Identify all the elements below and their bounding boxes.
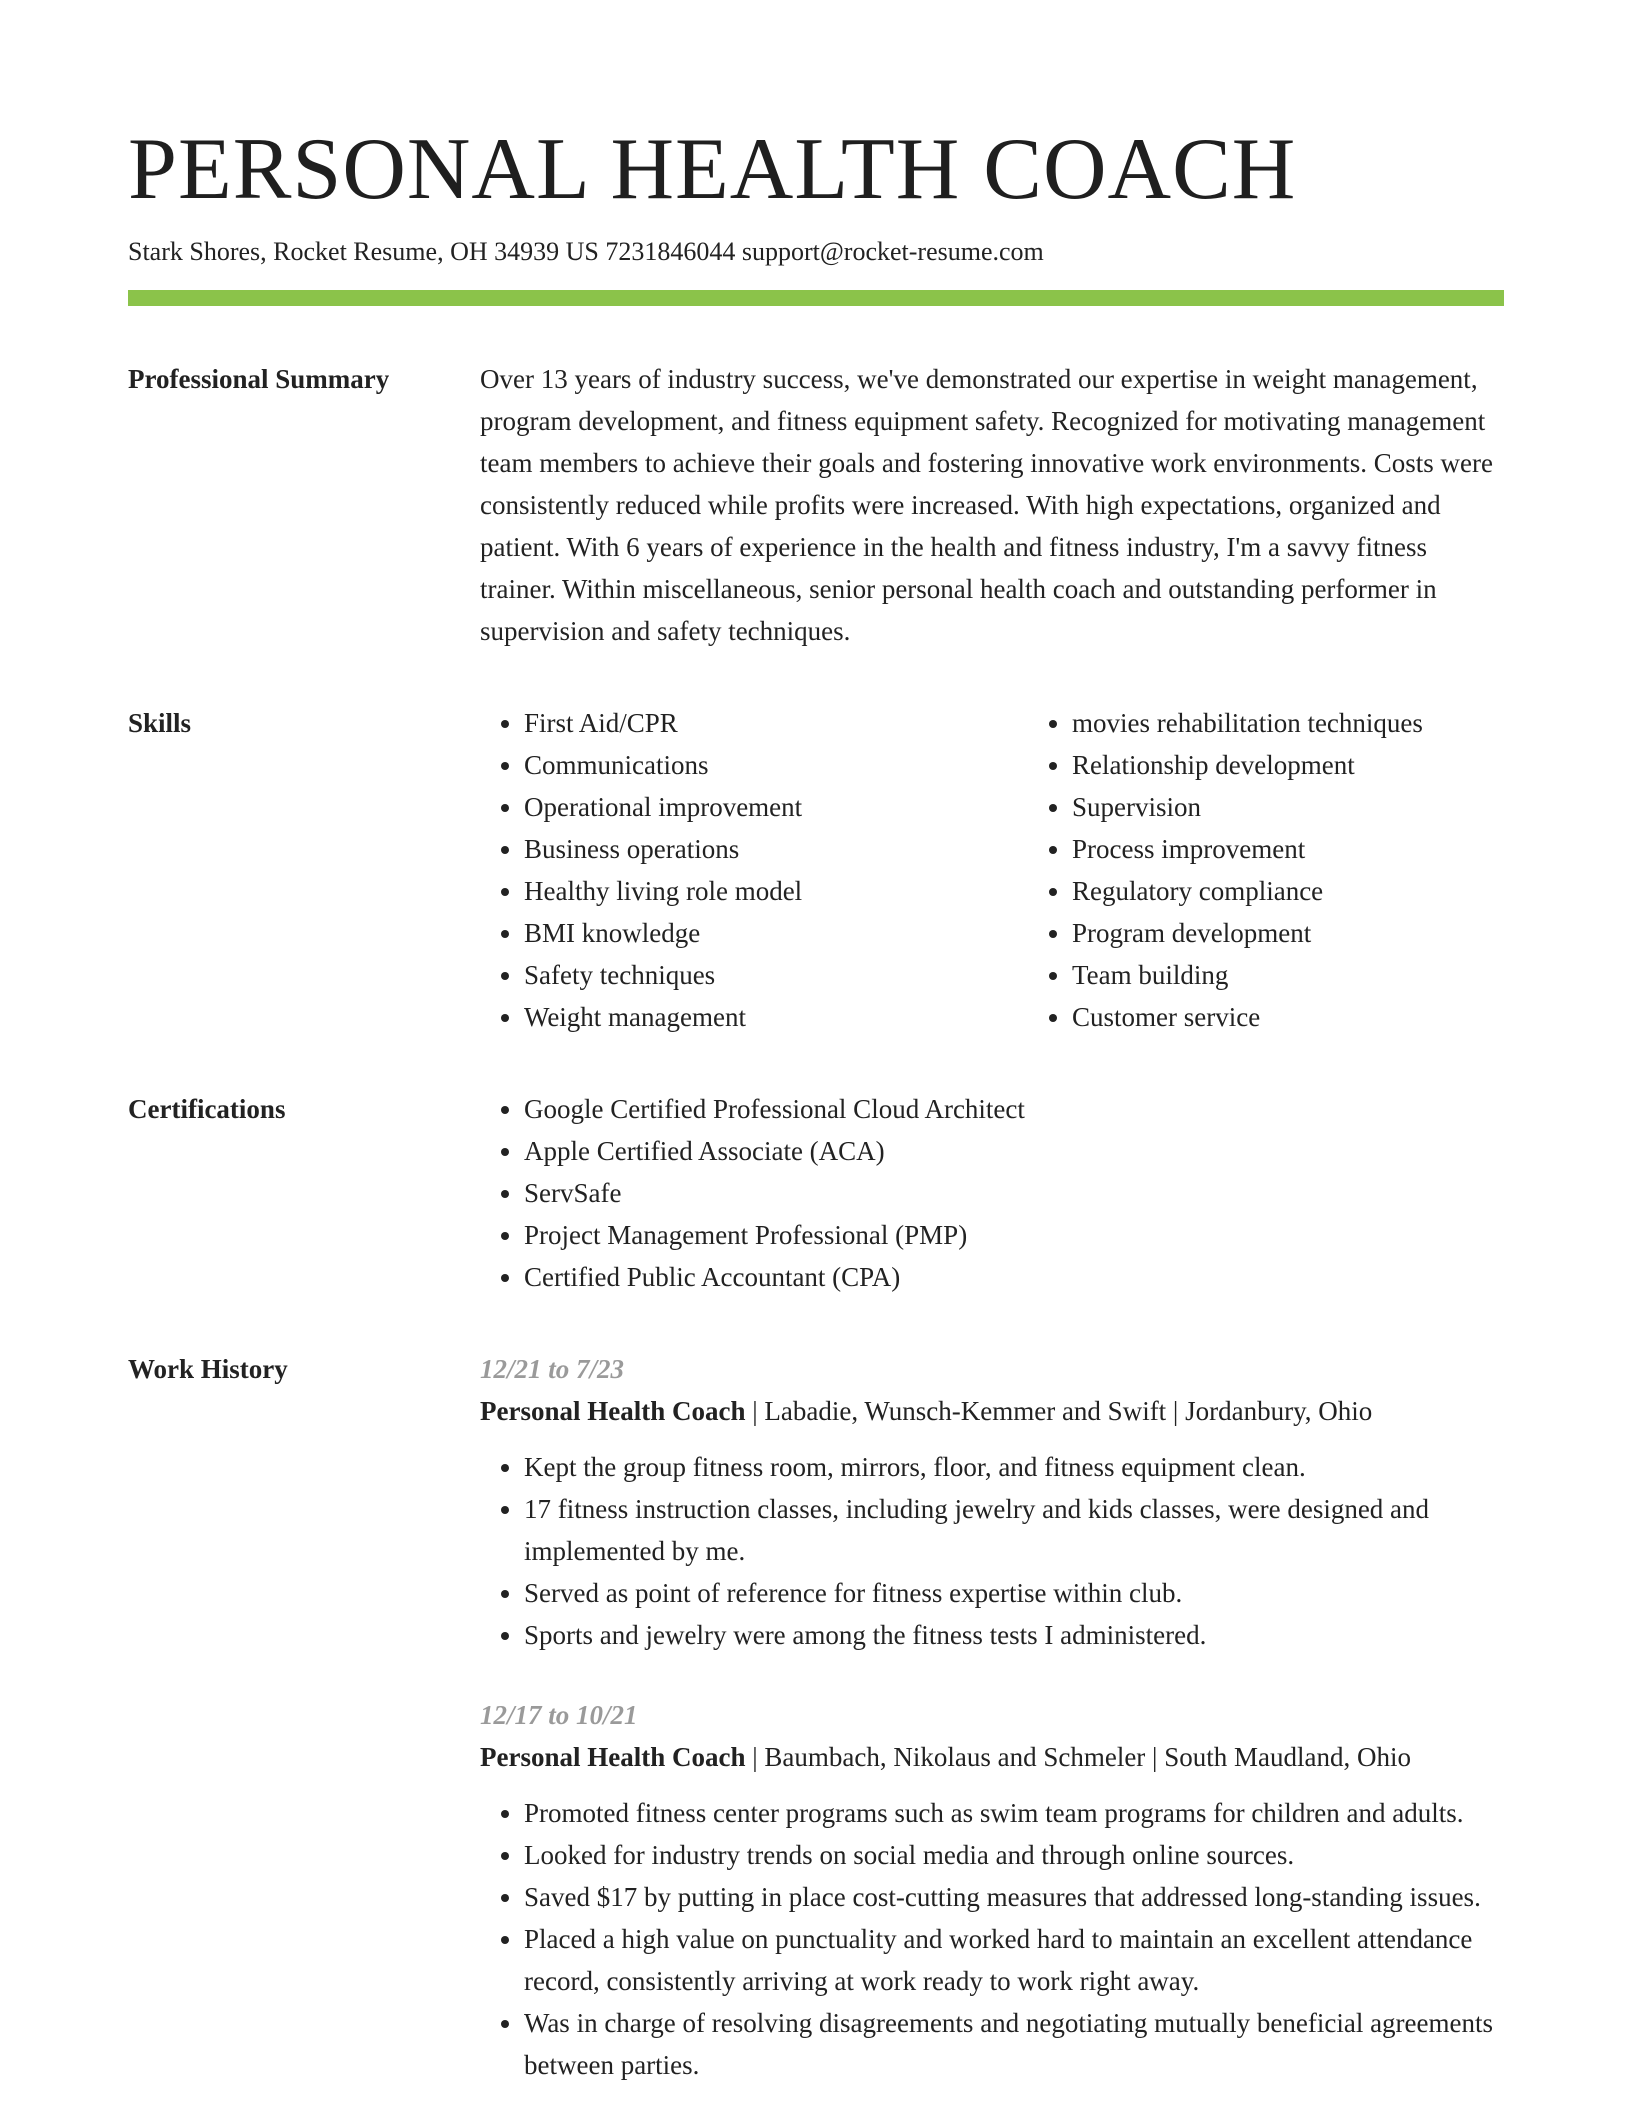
skill-item: • Healthy living role model [524, 870, 1028, 912]
skill-item: • Safety techniques [524, 954, 1028, 996]
certification-item: • Google Certified Professional Cloud Architect [524, 1088, 1504, 1130]
job-bullet: • Saved $17 by putting in place cost-cutting measures that addressed long-standing issues. [524, 1876, 1504, 1918]
summary-body [480, 358, 1504, 652]
skill-item: • Weight management [524, 996, 1028, 1038]
job-dates: 12/21 to 7/23 [480, 1354, 625, 1384]
job-bullet: • Looked for industry trends on social media and through online sources. [524, 1834, 1504, 1876]
section-title-summary: Professional Summary [128, 364, 390, 394]
job-bullet: • Kept the group fitness room, mirrors, floor, and fitness equipment clean. [524, 1446, 1504, 1488]
job-employer-location: | Labadie, Wunsch-Kemmer and Swift | Jordanbury, Ohio [745, 1396, 1373, 1426]
job-bullets [480, 1792, 1504, 2086]
job-bullet: • 17 fitness instruction classes, including jewelry and kids classes, were designed and implemented by me. [524, 1488, 1504, 1572]
job-bullet: • Sports and jewelry were among the fitness tests I administered. [524, 1614, 1504, 1656]
certification-item: • ServSafe [524, 1172, 1504, 1214]
contact-line: Stark Shores, Rocket Resume, OH 34939 US 7231846044 support@rocket-resume.com [128, 237, 1044, 266]
work-history-section [128, 1348, 1504, 2124]
certifications-body [480, 1088, 1504, 1298]
resume-name: PERSONAL HEALTH COACH [128, 121, 1297, 218]
skill-item: • Program development [1072, 912, 1576, 954]
skills-section [128, 702, 1504, 1038]
skill-item: • Regulatory compliance [1072, 870, 1576, 912]
job-bullet: • Promoted fitness center programs such as swim team programs for children and adults. [524, 1792, 1504, 1834]
section-title-certifications: Certifications [128, 1094, 286, 1124]
certifications-list [480, 1088, 1504, 1298]
skills-body [480, 702, 1576, 1038]
work-history-body [480, 1348, 1504, 2124]
skill-item: • Customer service [1072, 996, 1576, 1038]
skill-item: • BMI knowledge [524, 912, 1028, 954]
job-entry [480, 1348, 1504, 1656]
skill-item: • Operational improvement [524, 786, 1028, 828]
job-bullet: • Placed a high value on punctuality and worked hard to maintain an excellent attendance record, consistently arriving at work ready to work right away. [524, 1918, 1504, 2002]
skills-list-left [480, 702, 1028, 1038]
skill-item: • Communications [524, 744, 1028, 786]
skill-item: • movies rehabilitation techniques [1072, 702, 1576, 744]
certifications-section [128, 1088, 1504, 1298]
section-title-work-history: Work History [128, 1354, 288, 1384]
skill-item: • Process improvement [1072, 828, 1576, 870]
summary-text: Over 13 years of industry success, we've demonstrated our expertise in weight management, program development, and fitness equipment safety. Recognized for motivating management team members to achieve their goals and fostering innovative work environments. Costs were consistently reduced while profits were increased. With high expectations, organized and patient. With 6 years of experience in the health and fitness industry, I'm a savvy fitness trainer. Within miscellaneous, senior personal health coach and outstanding performer in supervision and safety techniques. [480, 364, 1493, 646]
skills-list-right [1028, 702, 1576, 1038]
job-entry [480, 1694, 1504, 2086]
job-bullets [480, 1446, 1504, 1656]
skill-item: • Team building [1072, 954, 1576, 996]
job-heading [480, 1736, 1504, 1778]
skill-item: • Relationship development [1072, 744, 1576, 786]
job-bullet: • Served as point of reference for fitness expertise within club. [524, 1572, 1504, 1614]
job-heading [480, 1390, 1504, 1432]
certification-item: • Apple Certified Associate (ACA) [524, 1130, 1504, 1172]
job-employer-location: | Baumbach, Nikolaus and Schmeler | South Maudland, Ohio [745, 1742, 1411, 1772]
certification-item: • Project Management Professional (PMP) [524, 1214, 1504, 1256]
skill-item: • First Aid/CPR [524, 702, 1028, 744]
job-title: Personal Health Coach [480, 1742, 746, 1772]
job-bullet: • Was in charge of resolving disagreements and negotiating mutually beneficial agreements between parties. [524, 2002, 1504, 2086]
summary-section [128, 358, 1504, 652]
job-dates: 12/17 to 10/21 [480, 1700, 638, 1730]
resume-page [128, 120, 1504, 2124]
section-title-skills: Skills [128, 708, 192, 738]
skill-item: • Supervision [1072, 786, 1576, 828]
skill-item: • Business operations [524, 828, 1028, 870]
certification-item: • Certified Public Accountant (CPA) [524, 1256, 1504, 1298]
job-title: Personal Health Coach [480, 1396, 746, 1426]
accent-divider [128, 290, 1504, 306]
